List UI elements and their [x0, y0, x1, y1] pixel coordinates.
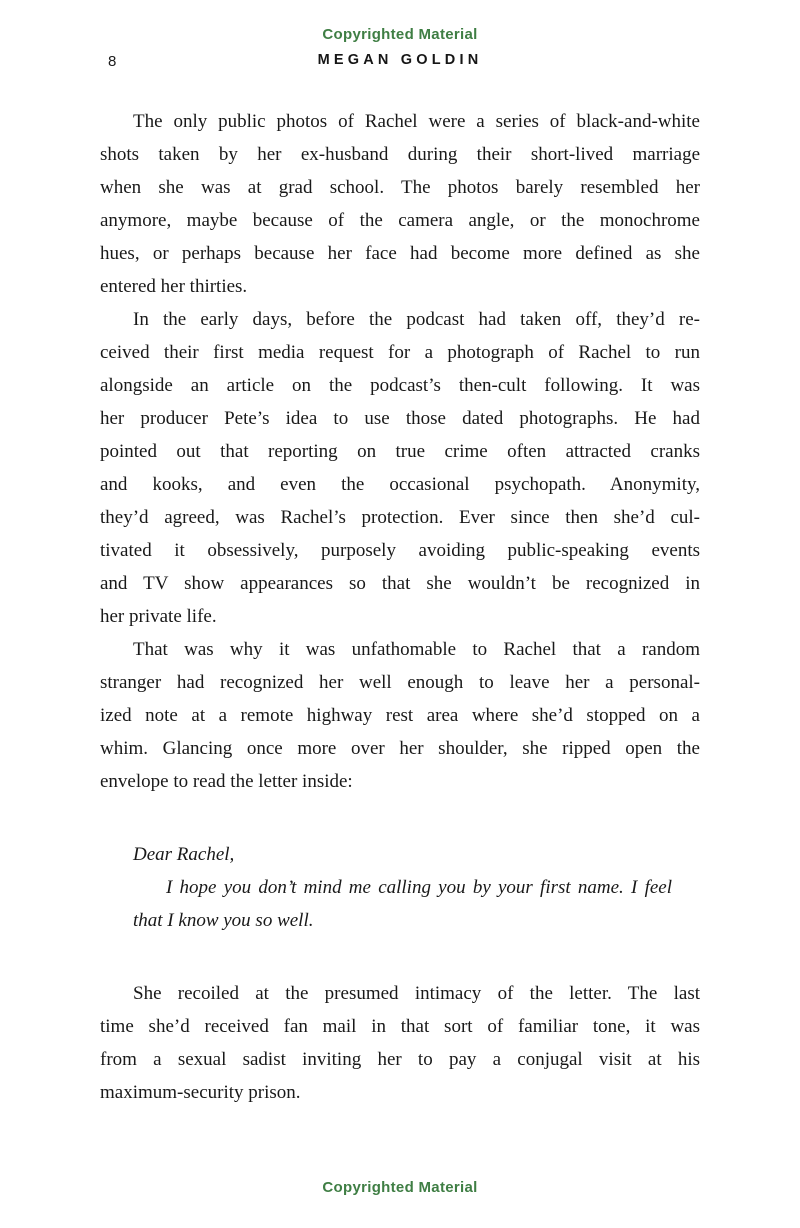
text-line: alongside an article on the podcast’s then-cult following. It was	[100, 375, 700, 396]
running-header	[0, 52, 800, 74]
text-line: her private life.	[100, 606, 217, 627]
text-line: In the early days, before the podcast had taken off, they’d re-	[133, 309, 700, 330]
text-line: and TV show appearances so that she wouldn’t be recognized in	[100, 573, 700, 594]
text-line: entered her thirties.	[100, 276, 248, 297]
copyright-notice-top: Copyrighted Material	[322, 26, 478, 43]
text-line: they’d agreed, was Rachel’s protection. Ever since then she’d cul-	[100, 507, 700, 528]
text-line: pointed out that reporting on true crime often attracted cranks	[100, 441, 700, 462]
author-running-head: MEGAN GOLDIN	[317, 52, 483, 68]
text-line: anymore, maybe because of the camera angle, or the monochrome	[100, 210, 700, 231]
text-line: that I know you so well.	[133, 910, 314, 931]
paragraph	[100, 977, 700, 1109]
page-body	[100, 105, 700, 1109]
text-line: ceived their first media request for a photograph of Rachel to run	[100, 342, 700, 363]
text-line: envelope to read the letter inside:	[100, 771, 353, 792]
paragraph	[100, 303, 700, 633]
text-line: I hope you don’t mind me calling you by your first name. I feel	[166, 877, 672, 898]
copyright-notice-bottom: Copyrighted Material	[322, 1179, 478, 1196]
text-line: stranger had recognized her well enough to leave her a personal-	[100, 672, 700, 693]
text-line: whim. Glancing once more over her shoulder, she ripped open the	[100, 738, 700, 759]
text-line: She recoiled at the presumed intimacy of the letter. The last	[133, 983, 700, 1004]
page-number: 8	[108, 53, 117, 70]
text-line: ized note at a remote highway rest area where she’d stopped on a	[100, 705, 700, 726]
text-line: shots taken by her ex-husband during their short-lived marriage	[100, 144, 700, 165]
letter-excerpt	[133, 838, 672, 937]
paragraph	[100, 633, 700, 798]
text-line: from a sexual sadist inviting her to pay a conjugal visit at his	[100, 1049, 700, 1070]
paragraph	[100, 105, 700, 303]
text-line: time she’d received fan mail in that sort of familiar tone, it was	[100, 1016, 700, 1037]
text-line: and kooks, and even the occasional psychopath. Anonymity,	[100, 474, 700, 495]
text-line: her producer Pete’s idea to use those dated photographs. He had	[100, 408, 700, 429]
text-line: tivated it obsessively, purposely avoiding public-speaking events	[100, 540, 700, 561]
text-line: The only public photos of Rachel were a series of black-and-white	[133, 111, 700, 132]
text-line: maximum-security prison.	[100, 1082, 301, 1103]
text-line: hues, or perhaps because her face had become more defined as she	[100, 243, 700, 264]
text-line: when she was at grad school. The photos barely resembled her	[100, 177, 700, 198]
text-line: Dear Rachel,	[133, 844, 235, 865]
text-line: That was why it was unfathomable to Rachel that a random	[133, 639, 700, 660]
